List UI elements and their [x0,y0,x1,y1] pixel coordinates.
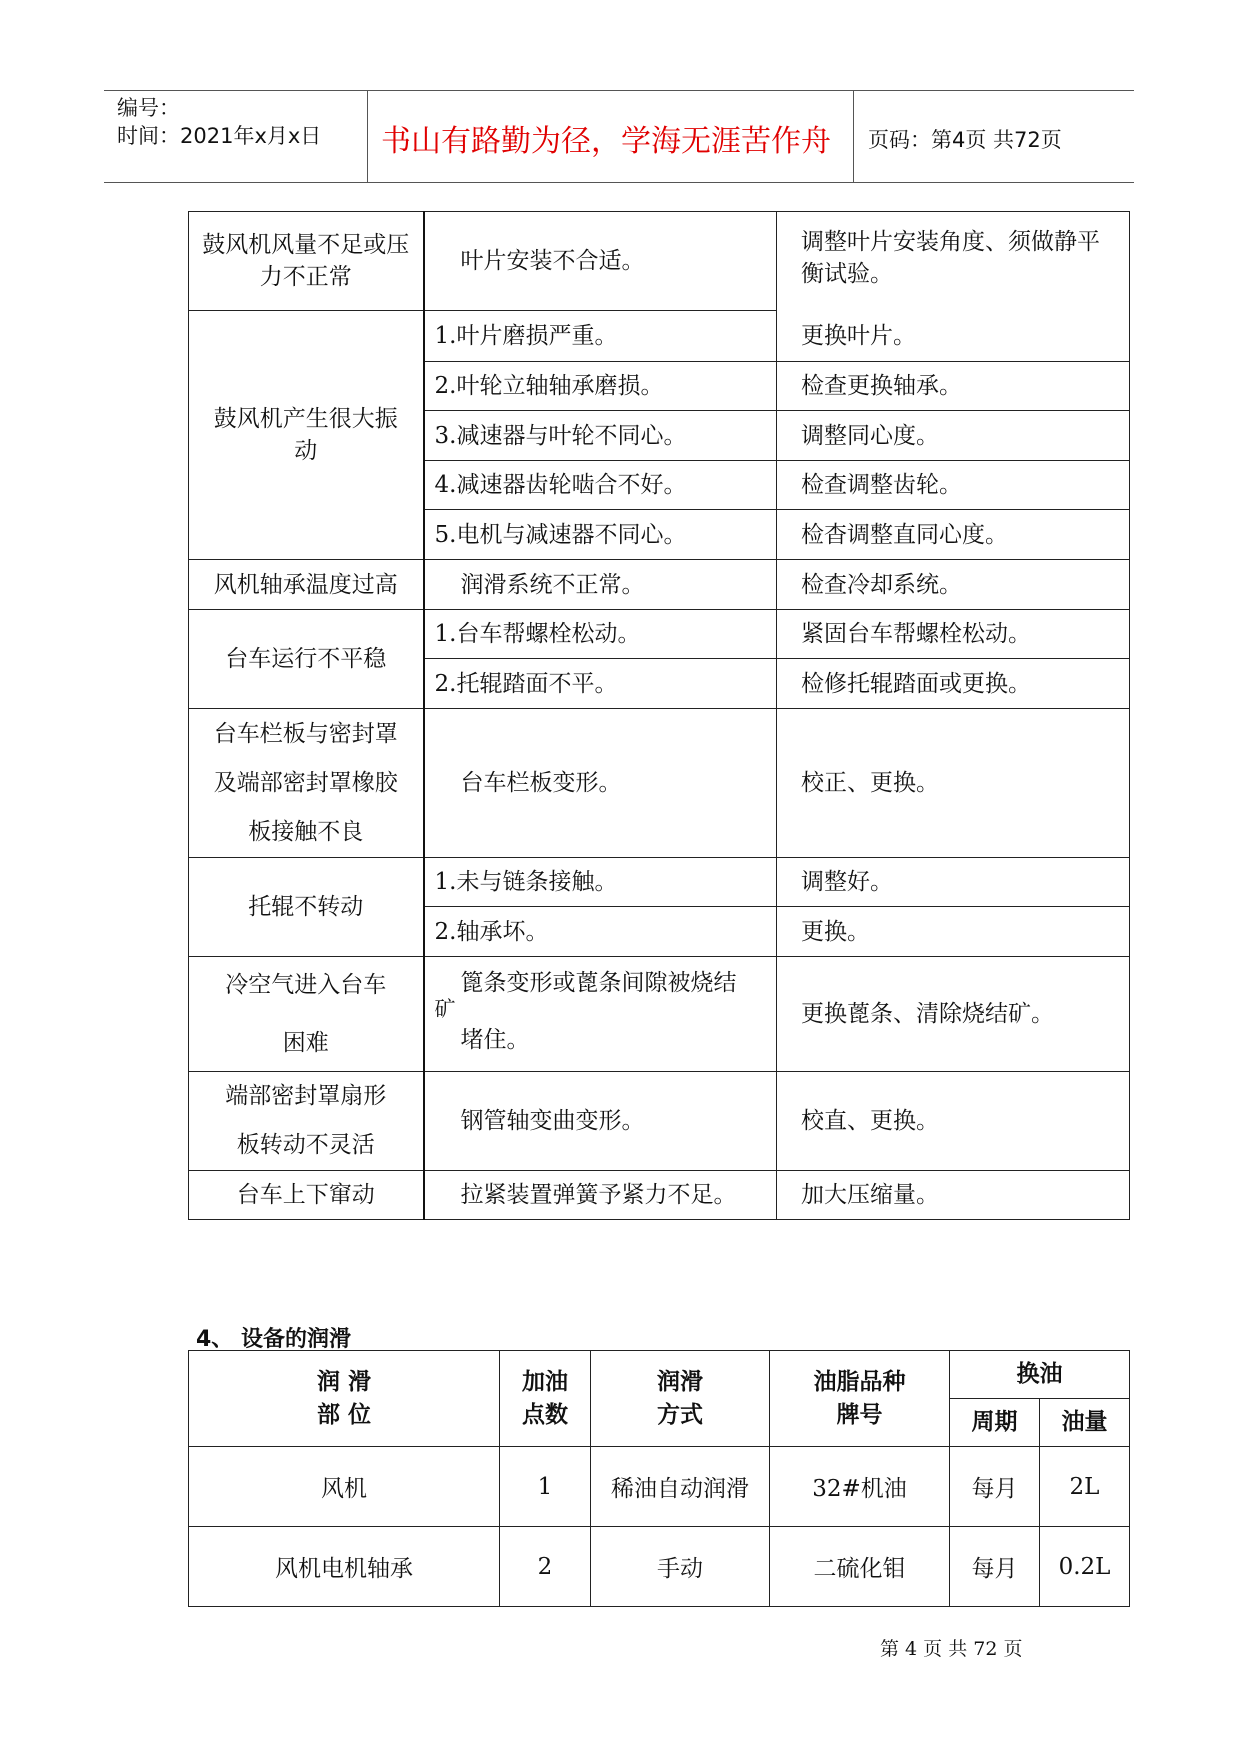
header-number-label: 编号： [117,96,180,120]
header-points [500,1351,591,1447]
symptom-cell: 台车上下窜动 [189,1171,424,1220]
symptom-text: 鼓风机产生很大振动 [213,406,398,464]
remedy-cell: 更换。 [777,907,1130,957]
header-line: 油脂品种 [813,1368,906,1395]
table-row [189,560,1130,610]
symptom-line: 冷空气进入台车 [225,972,387,998]
table-row [189,212,1130,311]
symptom-cell [189,212,424,311]
cause-line: 篦条变形或蓖条间隙被烧结 [460,970,737,996]
remedy-cell: 调整好。 [777,858,1130,907]
cell-grease: 二硫化钼 [770,1527,950,1607]
cause-cell: 5.电机与减速器不同心。 [424,510,777,560]
remedy-text: 更换叶片。 [801,323,916,349]
cell-amount: 2L [1040,1447,1130,1527]
cause-line: 矿 [434,997,456,1021]
header-part [189,1351,500,1447]
page-footer: 第 4 页 共 72 页 [880,1638,1023,1660]
symptom-text: 鼓风机风量不足或压力不正常 [202,232,410,290]
remedy-cell [777,212,1130,362]
header-line: 方式 [657,1401,703,1428]
remedy-cell: 检查更换轴承。 [777,362,1130,411]
header-oil-change: 换油 [950,1351,1130,1399]
cause-cell: 润滑系统不正常。 [424,560,777,610]
symptom-cell: 台车运行不平稳 [189,610,424,709]
symptom-cell: 托辊不转动 [189,858,424,957]
remedy-cell: 调整同心度。 [777,411,1130,461]
cause-line: 堵住。 [460,1027,530,1053]
cell-method: 稀油自动润滑 [591,1447,770,1527]
symptom-line: 板接触不良 [248,818,364,845]
symptom-line: 端部密封罩扇形 [225,1083,387,1109]
remedy-text: 调整叶片安装角度、须做静平衡试验。 [801,229,1100,287]
cause-cell [424,957,777,1072]
header-method [591,1351,770,1447]
symptom-line: 及端部密封罩橡胶 [213,769,398,796]
cell-method: 手动 [591,1527,770,1607]
cell-amount: 0.2L [1040,1527,1130,1607]
header-top-rule [104,90,1134,91]
cause-cell: 叶片安装不合适。 [424,212,777,311]
table-header-row [189,1351,1130,1399]
cause-cell: 4.减速器齿轮啮合不好。 [424,461,777,510]
remedy-cell: 检查冷却系统。 [777,560,1130,610]
table-row [189,1527,1130,1607]
symptom-cell [189,709,424,858]
cause-cell: 1.台车帮螺栓松动。 [424,610,777,659]
table-row [189,1447,1130,1527]
symptom-cell: 风机轴承温度过高 [189,560,424,610]
table-row [189,1072,1130,1171]
remedy-cell: 检查调整齿轮。 [777,461,1130,510]
header-line: 部 位 [316,1401,371,1428]
symptom-cell [189,1072,424,1171]
cause-cell: 2.叶轮立轴轴承磨损。 [424,362,777,411]
remedy-cell: 校正、更换。 [777,709,1130,858]
header-cycle: 周期 [950,1399,1040,1447]
header-line: 牌号 [836,1401,883,1428]
cause-cell: 台车栏板变形。 [424,709,777,858]
header-bottom-rule [104,182,1134,183]
header-line: 润滑 [657,1368,703,1395]
cause-cell: 1.叶片磨损严重。 [424,311,777,362]
cause-cell: 3.减速器与叶轮不同心。 [424,411,777,461]
cell-grease: 32#机油 [770,1447,950,1527]
cell-part: 风机电机轴承 [189,1527,500,1607]
cell-cycle: 每月 [950,1527,1040,1607]
lubrication-table [188,1350,1130,1607]
section-title: 4、 设备的润滑 [196,1327,351,1352]
table-row [189,610,1130,659]
cause-cell: 钢管轴变曲变形。 [424,1072,777,1171]
header-line: 点数 [522,1401,568,1428]
remedy-cell: 检杳调整直同心度。 [777,510,1130,560]
remedy-cell: 校直、更换。 [777,1072,1130,1171]
symptom-line: 困难 [282,1030,329,1056]
header-line: 润 滑 [316,1368,371,1395]
symptom-cell [189,957,424,1072]
cause-cell: 2.轴承坏。 [424,907,777,957]
remedy-cell: 加大压缩量。 [777,1171,1130,1220]
table-row [189,957,1130,1072]
remedy-cell: 更换蓖条、清除烧结矿。 [777,957,1130,1072]
header-amount: 油量 [1040,1399,1130,1447]
header-page-label: 页码：第4页 共72页 [868,128,1062,152]
header-line: 加油 [522,1368,568,1395]
cause-cell: 1.未与链条接触。 [424,858,777,907]
symptom-line: 板转动不灵活 [236,1132,375,1158]
symptom-line: 台车栏板与密封罩 [213,720,398,747]
fault-table [188,211,1130,1220]
table-row [189,709,1130,858]
remedy-cell: 紧固台车帮螺栓松动。 [777,610,1130,659]
header-divider-right [853,90,854,182]
header-grease [770,1351,950,1447]
table-row [189,858,1130,907]
cell-points: 2 [500,1527,591,1607]
header-motto: 书山有路勤为径，学海无涯苦作舟 [381,124,831,159]
remedy-cell: 检修托辊踏面或更换。 [777,659,1130,709]
cause-cell: 拉紧装置弹簧予紧力不足。 [424,1171,777,1220]
cell-cycle: 每月 [950,1447,1040,1527]
cell-part: 风机 [189,1447,500,1527]
symptom-cell [189,311,424,560]
header-time-label: 时间：2021年x月x日 [117,124,322,148]
table-row [189,1171,1130,1220]
cell-points: 1 [500,1447,591,1527]
cause-cell: 2.托辊踏面不平。 [424,659,777,709]
